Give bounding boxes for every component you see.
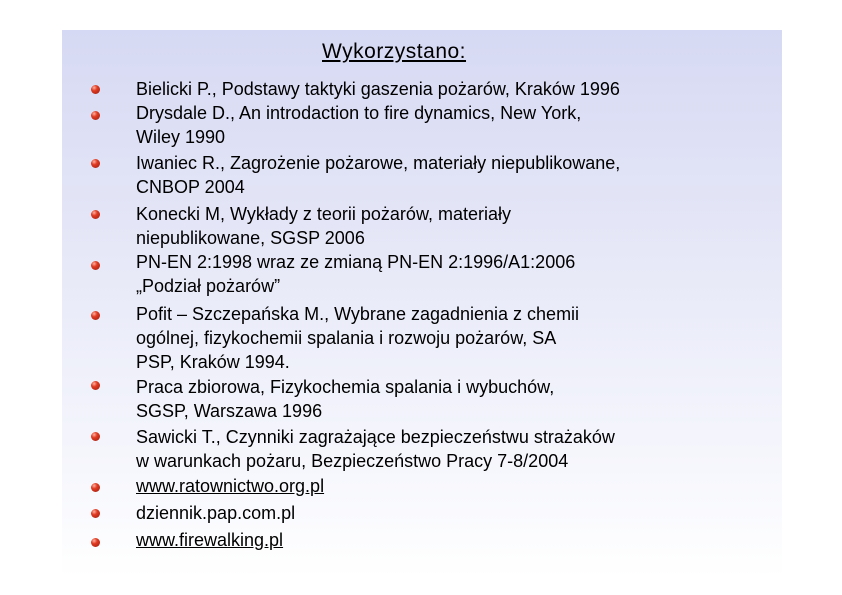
reference-line: ogólnej, fizykochemii spalania i rozwoju pożarów, SA [136,328,557,348]
reference-line: w warunkach pożaru, Bezpieczeństwo Pracy 7-8/2004 [136,451,569,471]
reference-line: niepublikowane, SGSP 2006 [136,228,365,248]
bullet-icon [91,85,100,94]
reference-link[interactable]: www.ratownictwo.org.pl [136,476,325,496]
reference-item [136,250,776,298]
reference-line: PSP, Kraków 1994. [136,352,290,372]
reference-item [136,501,776,525]
reference-item [136,474,776,498]
reference-line: dziennik.pap.com.pl [136,503,296,523]
reference-line: CNBOP 2004 [136,177,245,197]
bullet-icon [91,159,100,168]
reference-item [136,375,776,423]
bullet-icon [91,538,100,547]
reference-item [136,151,776,199]
reference-line: „Podział pożarów” [136,276,281,296]
reference-line: Drysdale D., An introdaction to fire dynamics, New York, [136,103,582,123]
reference-link[interactable]: www.firewalking.pl [136,530,284,550]
bullet-icon [91,210,100,219]
bullet-icon [91,509,100,518]
reference-line: Bielicki P., Podstawy taktyki gaszenia pożarów, Kraków 1996 [136,79,620,99]
reference-item [136,302,776,374]
reference-line: Wiley 1990 [136,127,226,147]
reference-line: PN-EN 2:1998 wraz ze zmianą PN-EN 2:1996/A1:2006 [136,252,576,272]
bullet-icon [91,111,100,120]
reference-line: Praca zbiorowa, Fizykochemia spalania i wybuchów, [136,377,555,397]
reference-item [136,77,776,101]
bullet-icon [91,311,100,320]
reference-line: Sawicki T., Czynniki zagrażające bezpieczeństwu strażaków [136,427,615,447]
reference-line: Iwaniec R., Zagrożenie pożarowe, materiały niepublikowane, [136,153,621,173]
reference-item [136,101,776,149]
reference-item [136,202,776,250]
reference-line: Pofit – Szczepańska M., Wybrane zagadnienia z chemii [136,304,580,324]
reference-line: Konecki M, Wykłady z teorii pożarów, materiały [136,204,511,224]
bullet-icon [91,483,100,492]
reference-item [136,425,776,473]
bullet-icon [91,432,100,441]
reference-item [136,528,776,552]
bullet-icon [91,261,100,270]
bullet-icon [91,381,100,390]
reference-line: SGSP, Warszawa 1996 [136,401,323,421]
slide-title: Wykorzystano: [322,40,467,63]
